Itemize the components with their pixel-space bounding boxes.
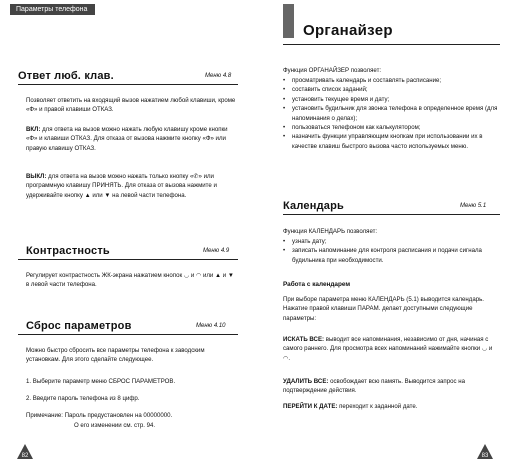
answer-any-key-on: [26, 125, 238, 153]
section-rule: [18, 84, 238, 85]
off-label: ВЫКЛ:: [26, 173, 47, 180]
section-rule: [283, 214, 500, 215]
chapter-marker: [283, 4, 294, 38]
find-all-text: выводит все напоминания, независимо от дня, начиная с самого раннего. Для просмотра всех напоминаний нажимайте кнопки ◡ и ◠.: [283, 336, 493, 362]
list-item: • назначить функции управляющим кнопкам при использовании их в качестве клавиш быстрого вызова часто используемых меню.: [283, 132, 498, 151]
contrast-desc: Регулирует контрастность ЖК-экрана нажатием кнопок ◡ и ◠ или ▲ и ▼ в левой части телефона.: [26, 272, 234, 289]
list-item: • установить будильник для звонка телефона в определенное время (для напоминания о делах);: [283, 104, 498, 123]
section-rule: [18, 334, 238, 335]
goto-date-text: переходит к заданной дате.: [337, 403, 418, 410]
off-text: для ответа на вызов можно нажать только кнопку «✆» или программную клавишу ПРИНЯТЬ. Для отказа от вызова нажмите и удерживайте кнопку ▲ или ▼ на левой части телефона.: [26, 173, 217, 199]
on-text: для ответа на вызов можно нажать любую клавишу кроме кнопки «Ф» и клавиши ОТКАЗ. Для отказа от вызова нажмите кнопку «Ф» или правую клавишу ОТКАЗ.: [26, 126, 228, 152]
section-title-calendar: Календарь: [283, 200, 344, 212]
delete-all-text: освобождает всю память. Выводится запрос на подтверждение действия.: [283, 378, 465, 395]
reset-desc: Можно быстро сбросить все параметры телефона к заводским установкам. Для этого сделайте следующее.: [26, 347, 205, 364]
organizer-feature-list: [283, 76, 498, 151]
section-rule: [18, 259, 238, 260]
calendar-find-all: [283, 335, 498, 363]
calendar-usage: При выборе параметра меню КАЛЕНДАРЬ (5.1) выводится календарь. Нажатие правой клавиши ПАРАМ. делает доступными следующие параметры:: [283, 296, 484, 322]
menu-ref-4-9: Меню 4.9: [203, 248, 230, 254]
section-title-reset: Сброс параметров: [26, 320, 132, 332]
chapter-title: Органайзер: [303, 22, 393, 39]
calendar-feature-list: [283, 237, 498, 265]
on-label: ВКЛ:: [26, 126, 41, 133]
page-number: 83: [481, 453, 489, 459]
list-item: • составить список заданий;: [283, 85, 498, 94]
list-item: • узнать дату;: [283, 237, 498, 246]
reset-note: Примечание: Пароль предустановлен на 00000000.: [26, 412, 173, 419]
chapter-rule: [283, 44, 500, 45]
organizer-intro: Функция ОРГАНАЙЗЕР позволяет:: [283, 67, 382, 74]
reset-step-2: 2. Введите пароль телефона из 8 цифр.: [26, 395, 140, 402]
list-item: • записать напоминание для контроля расписания и подачи сигнала будильника при необходимости.: [283, 246, 498, 265]
calendar-intro: Функция КАЛЕНДАРЬ позволяет:: [283, 228, 378, 235]
delete-all-label: УДАЛИТЬ ВСЕ:: [283, 378, 329, 385]
answer-any-key-desc: Позволяет ответить на входящий вызов нажатием любой клавиши, кроме «Ф» и правой клавиши ОТКАЗ.: [26, 97, 236, 114]
find-all-label: ИСКАТЬ ВСЕ:: [283, 336, 325, 343]
calendar-subheading: Работа с календарем: [283, 281, 351, 288]
list-item: • установить текущее время и дату;: [283, 95, 498, 104]
menu-ref-4-8: Меню 4.8: [205, 73, 232, 79]
section-title-contrast: Контрастность: [26, 245, 110, 257]
list-item: • просматривать календарь и составлять расписание;: [283, 76, 498, 85]
reset-note-ref: О его изменении см. стр. 94.: [74, 422, 156, 429]
calendar-goto-date: [283, 402, 498, 411]
menu-ref-5-1: Меню 5.1: [460, 203, 487, 209]
answer-any-key-off: [26, 172, 238, 200]
reset-step-1: 1. Выберите параметр меню СБРОС ПАРАМЕТРОВ.: [26, 378, 176, 385]
page-number: 82: [21, 453, 29, 459]
section-title-answer-any-key: Ответ люб. клав.: [18, 70, 114, 82]
section-tab: Параметры телефона: [10, 4, 95, 15]
goto-date-label: ПЕРЕЙТИ К ДАТЕ:: [283, 403, 338, 410]
calendar-delete-all: [283, 377, 498, 396]
menu-ref-4-10: Меню 4.10: [196, 323, 226, 329]
list-item: • пользоваться телефоном как калькулятором;: [283, 123, 498, 132]
